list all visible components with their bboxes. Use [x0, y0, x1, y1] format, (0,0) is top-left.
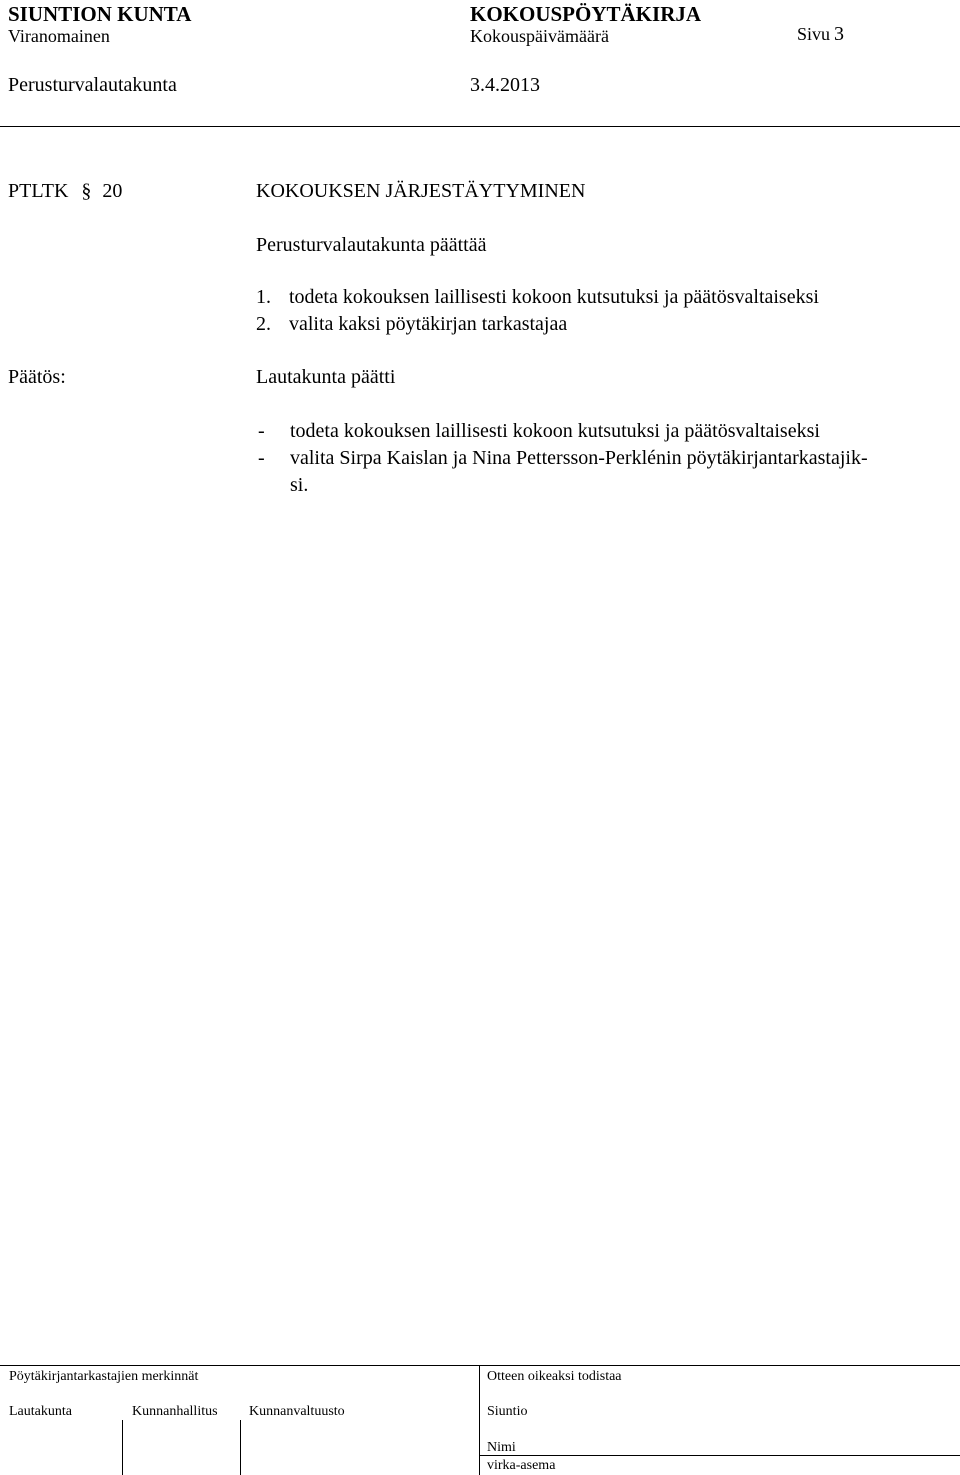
footer-name-label: Nimi [487, 1440, 516, 1455]
meeting-date-label: Kokouspäivämäärä [470, 26, 609, 46]
certify-label: Otteen oikeaksi todistaa [487, 1369, 622, 1384]
reviewers-label: Pöytäkirjantarkastajien merkinnät [9, 1369, 199, 1384]
section-number: 20 [102, 180, 123, 202]
footer-place: Siuntio [487, 1404, 528, 1419]
footer-name-line [479, 1455, 960, 1456]
section-title: KOKOUKSEN JÄRJESTÄYTYMINEN [256, 180, 586, 202]
paragraph-sign: § [81, 180, 92, 202]
proposal-item-1-number: 1. [256, 286, 271, 308]
footer-column-council: Kunnanvaltuusto [249, 1404, 345, 1419]
decision-item-2-bullet: - [258, 447, 265, 469]
decision-item-2-text-line-2: si. [290, 474, 309, 496]
page-indicator [797, 23, 844, 46]
meeting-date: 3.4.2013 [470, 74, 540, 96]
decision-item-1-text: todeta kokouksen laillisesti kokoon kutsutuksi ja päätösvaltaiseksi [290, 420, 820, 442]
proposal-item-1-text: todeta kokouksen laillisesti kokoon kutsutuksi ja päätösvaltaiseksi [289, 286, 819, 308]
proposal-intro: Perusturvalautakunta päättää [256, 234, 487, 256]
page-number: 3 [834, 23, 845, 45]
footer-column-municipal-board: Kunnanhallitus [132, 1404, 218, 1419]
decision-item-1-bullet: - [258, 420, 265, 442]
footer-center-divider [479, 1365, 480, 1475]
footer-divider-left [122, 1420, 123, 1475]
footer-top-line [0, 1365, 960, 1366]
section-code [8, 180, 122, 203]
footer-divider-right [240, 1420, 241, 1475]
municipality-name: SIUNTION KUNTA [8, 2, 192, 26]
decision-label: Päätös: [8, 366, 66, 388]
page-label: Sivu [797, 24, 831, 44]
decision-item-2-text-line-1: valita Sirpa Kaislan ja Nina Pettersson-Perklénin pöytäkirjantarkastajik- [290, 447, 868, 469]
decision-intro: Lautakunta päätti [256, 366, 396, 388]
section-code-text: PTLTK [8, 180, 69, 202]
header-divider [0, 126, 960, 127]
footer-column-board: Lautakunta [9, 1404, 72, 1419]
authority-name: Perusturvalautakunta [8, 74, 177, 96]
proposal-item-2-text: valita kaksi pöytäkirjan tarkastajaa [289, 313, 568, 335]
footer-position-label: virka-asema [487, 1458, 556, 1473]
document-type: KOKOUSPÖYTÄKIRJA [470, 2, 702, 26]
authority-label: Viranomainen [8, 26, 110, 46]
proposal-item-2-number: 2. [256, 313, 271, 335]
